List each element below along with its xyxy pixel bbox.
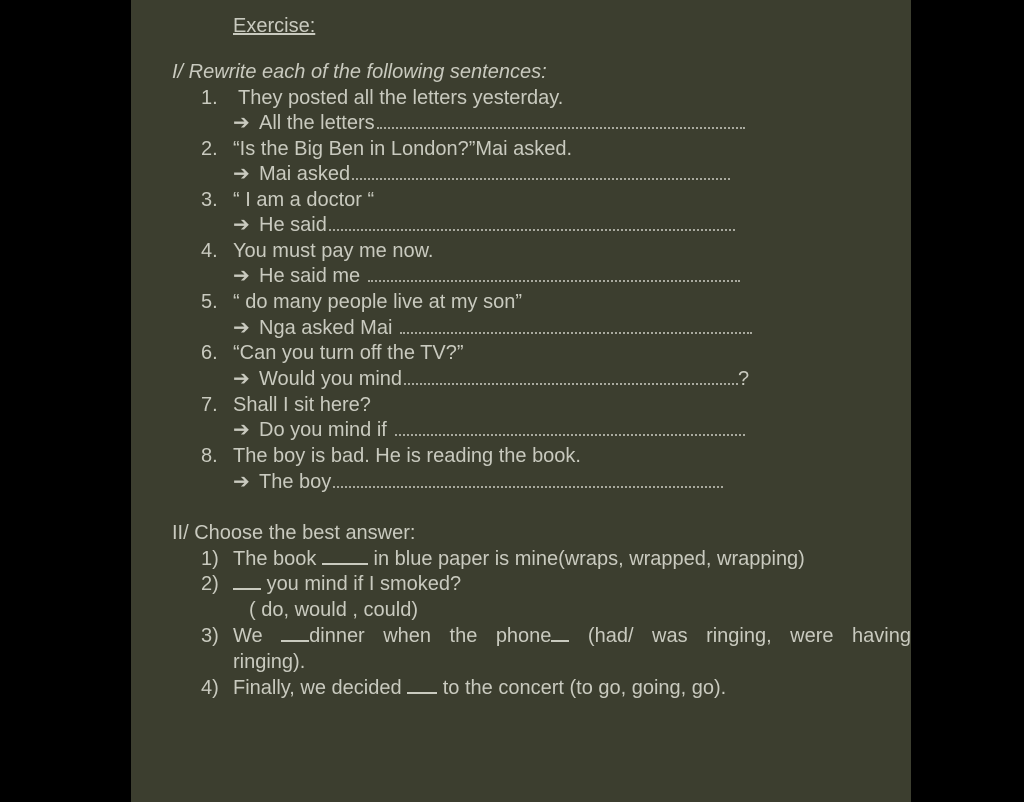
answer-blank[interactable] <box>281 626 309 642</box>
word: dinner <box>309 625 365 647</box>
answer-blank[interactable] <box>377 113 745 129</box>
answer-prompt: Would you mind <box>259 368 403 390</box>
answer-line <box>233 418 745 442</box>
question-text: Finally, we decided <box>233 677 402 699</box>
part2-heading: II/ Choose the best answer: <box>172 522 416 544</box>
arrow-right-icon: ➔ <box>233 368 250 390</box>
arrow-right-icon: ➔ <box>233 317 250 339</box>
question-text-continued: ringing). <box>233 651 306 673</box>
answer-line <box>233 111 745 135</box>
answer-blank[interactable] <box>407 678 437 694</box>
item-number: 4. <box>201 240 218 262</box>
item-number: 2. <box>201 138 218 160</box>
word: ringing, <box>706 625 772 647</box>
item-sentence: Shall I sit here? <box>233 394 371 416</box>
answer-prompt: The boy <box>259 471 332 493</box>
question-number: 2) <box>201 573 219 595</box>
arrow-right-icon: ➔ <box>233 265 250 287</box>
question-text: The book <box>233 548 317 570</box>
item-sentence: “ do many people live at my son” <box>233 291 523 313</box>
arrow-right-icon: ➔ <box>233 471 250 493</box>
item-number: 6. <box>201 342 218 364</box>
question-text: to the concert (to go, going, go). <box>442 677 727 699</box>
item-number: 5. <box>201 291 218 313</box>
answer-blank[interactable] <box>333 472 723 488</box>
item-sentence: You must pay me now. <box>233 240 434 262</box>
word: We <box>233 625 263 647</box>
answer-suffix: ? <box>738 368 750 390</box>
item-number: 3. <box>201 189 218 211</box>
arrow-right-icon: ➔ <box>233 419 250 441</box>
answer-blank[interactable] <box>322 549 368 565</box>
question-text: you mind if I smoked? <box>266 573 462 595</box>
answer-prompt: All the letters <box>259 112 375 134</box>
worksheet-title: Exercise: <box>233 15 316 37</box>
arrow-right-icon: ➔ <box>233 163 250 185</box>
answer-blank[interactable] <box>233 574 261 590</box>
answer-blank[interactable] <box>551 626 569 642</box>
arrow-right-icon: ➔ <box>233 112 250 134</box>
question-number: 1) <box>201 548 219 570</box>
answer-prompt: Mai asked <box>259 163 351 185</box>
answer-prompt: He said <box>259 214 327 236</box>
answer-line <box>233 470 723 494</box>
word: the <box>449 625 478 647</box>
word: was <box>652 625 688 647</box>
worksheet-page <box>131 0 911 802</box>
question-text-justified <box>233 624 911 648</box>
item-sentence: “ I am a doctor “ <box>233 189 375 211</box>
answer-line <box>233 213 735 237</box>
word: having <box>852 625 911 647</box>
answer-line <box>233 264 740 288</box>
part1-heading: I/ Rewrite each of the following sentences: <box>172 61 547 83</box>
item-number: 8. <box>201 445 218 467</box>
word: phone <box>495 625 552 647</box>
question-number: 3) <box>201 625 219 647</box>
item-sentence: “Can you turn off the TV?” <box>233 342 464 364</box>
answer-blank[interactable] <box>368 266 740 282</box>
question-text: in blue paper is mine(wraps, wrapped, wrapping) <box>373 548 805 570</box>
answer-blank[interactable] <box>395 420 745 436</box>
word: were <box>790 625 834 647</box>
question-options: ( do, would , could) <box>249 599 418 621</box>
answer-blank[interactable] <box>404 369 738 385</box>
arrow-right-icon: ➔ <box>233 214 250 236</box>
answer-prompt: Do you mind if <box>259 419 387 441</box>
item-sentence: They posted all the letters yesterday. <box>238 87 564 109</box>
answer-prompt: He said me <box>259 265 361 287</box>
item-sentence: The boy is bad. He is reading the book. <box>233 445 581 467</box>
item-sentence: “Is the Big Ben in London?”Mai asked. <box>233 138 573 160</box>
answer-blank[interactable] <box>352 164 730 180</box>
item-number: 1. <box>201 87 218 109</box>
word: when <box>383 625 432 647</box>
answer-line <box>233 316 752 340</box>
answer-line <box>233 367 749 391</box>
question-number: 4) <box>201 677 219 699</box>
answer-blank[interactable] <box>400 318 752 334</box>
item-number: 7. <box>201 394 218 416</box>
answer-line <box>233 162 730 186</box>
answer-blank[interactable] <box>329 215 735 231</box>
answer-prompt: Nga asked Mai <box>259 317 393 339</box>
word: (had/ <box>587 625 634 647</box>
